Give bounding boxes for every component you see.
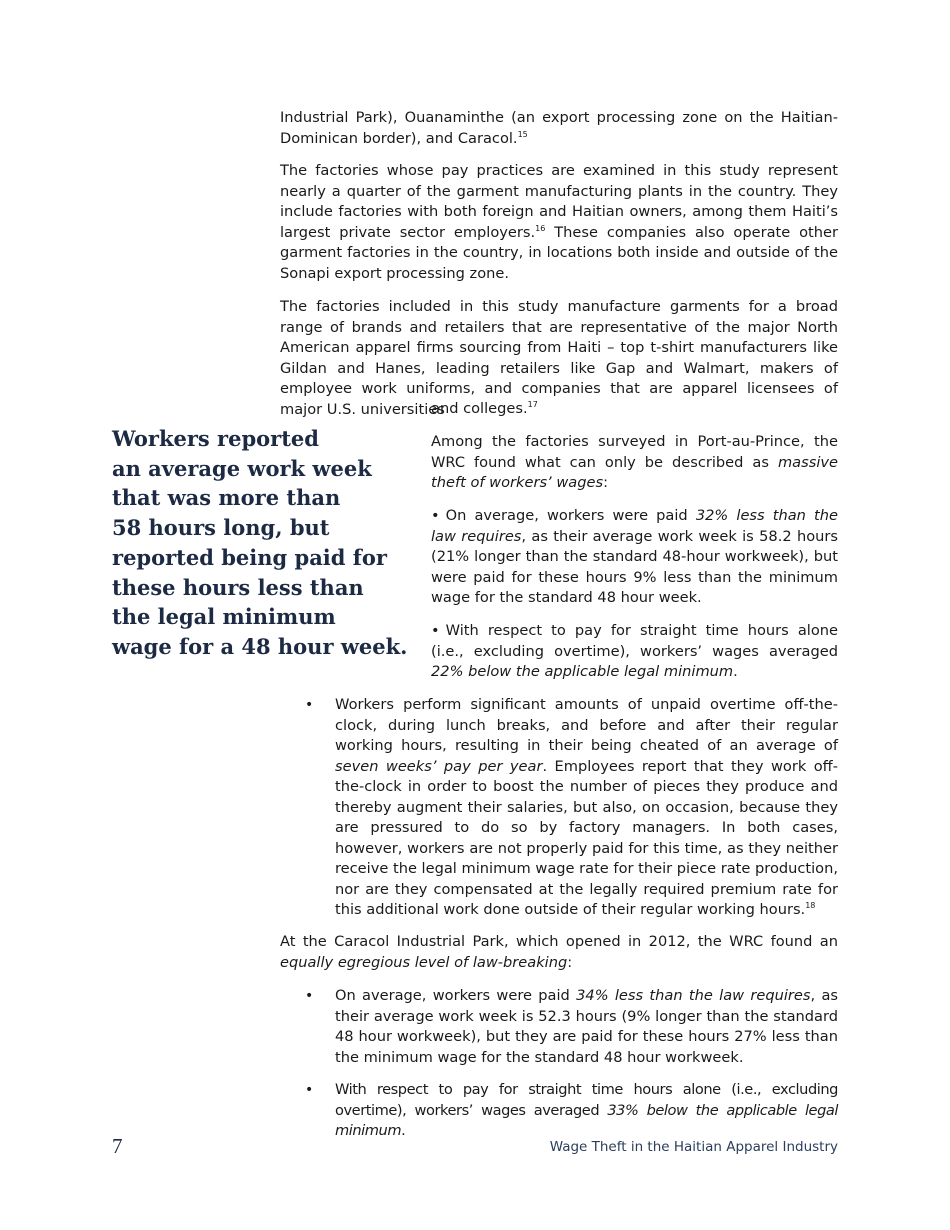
bullet-icon: •: [305, 988, 314, 1004]
bullet-item-pap-straight-time: • With respect to pay for straight time hours alone (i.e., excluding overtime), workers’ wages averaged 22% below the applicable legal minimum.: [431, 622, 838, 680]
bullet-item-pap-average: • On average, workers were paid 32% less than the law requires, as their average work week is 58.2 hours (21% longer than the standard 48-hour workweek), but were paid for these hours 9% less than the minimum wage for the standard 48 hour week.: [431, 507, 839, 606]
footnote-ref: 17: [527, 400, 538, 409]
bullet-icon: •: [431, 622, 440, 639]
paragraph-locations: Industrial Park), Ouanaminthe (an export processing zone on the Haitian-Dominican border), and Caracol.$^{15}$: [280, 109, 838, 147]
bullet-item-caracol-average: On average, workers were paid 34% less than the law requires, as their average work week is 52.3 hours (9% longer than the standard 48 hour workweek), but they are paid for these hours 27% less than the minimum wage for the standard 48 hour workweek.: [335, 987, 839, 1066]
footnote-ref: 16: [535, 223, 546, 233]
pull-quote-line: reported being paid for: [112, 544, 387, 570]
footer-title: Wage Theft in the Haitian Apparel Industry: [549, 1139, 838, 1155]
pull-quote: [112, 424, 408, 662]
bullet-item-caracol-straight-time: With respect to pay for straight time hours alone (i.e., excluding overtime), workers’ wages averaged 33% below the applicable legal minimum.: [335, 1081, 838, 1139]
pull-quote-line: an average work week: [112, 455, 372, 481]
paragraph-brands-end: and colleges.$^{17}$: [431, 400, 538, 417]
bullet-item-unpaid-overtime: Workers perform significant amounts of unpaid overtime off-the-clock, during lunch breaks, and before and after their regular working hours, resulting in their being cheated of an average of seven weeks’ pay per year. Employees report that they work off-the-clock in order to boost the number of pieces they produce and thereby augment their salaries, but also, on occasion, because they are pressured to do so by factory managers. In both cases, however, workers are not properly paid for this time, as they neither receive the legal minimum wage rate for their piece rate production, nor are they compensated at the legally required premium rate for this additional work done outside of their regular working hours.$^{18}$: [335, 696, 838, 918]
bullet-icon: •: [305, 1082, 314, 1098]
paragraph-port-au-prince: Among the factories surveyed in Port-au-Prince, the WRC found what can only be described as massive theft of workers’ wages:: [431, 433, 838, 491]
bullet-icon: •: [431, 507, 440, 524]
pull-quote-line: these hours less than: [112, 574, 364, 600]
pull-quote-line: the legal minimum: [112, 604, 336, 630]
page-number: 7: [112, 1134, 123, 1158]
pull-quote-line: that was more than: [112, 485, 341, 511]
pull-quote-line: 58 hours long, but: [112, 515, 330, 541]
pull-quote-line: Workers reported: [112, 426, 319, 451]
footnote-ref: 18: [805, 901, 816, 910]
bullet-icon: •: [305, 697, 314, 713]
paragraph-brands: The factories included in this study manufacture garments for a broad range of brands and retailers that are representative of the major North American apparel firms sourcing from Haiti – top t-shirt manufacturers like Gildan and Hanes, leading retailers like Gap and Walmart, makers of employee work uniforms, and companies that are apparel licensees of major U.S. universities: [280, 298, 838, 418]
pull-quote-line: wage for a 48 hour week.: [112, 633, 408, 659]
paragraph-caracol: At the Caracol Industrial Park, which opened in 2012, the WRC found an equally egregious level of law-breaking:: [280, 933, 838, 971]
paragraph-factories-examined: The factories whose pay practices are examined in this study represent nearly a quarter of the garment manufacturing plants in the country. They include factories with both foreign and Haitian owners, among them Haiti’s largest private sector employers.$^{16}$ These companies also operate other garment factories in the country, in locations both inside and outside of the Sonapi export processing zone.: [280, 162, 838, 282]
footnote-ref: 15: [517, 129, 528, 139]
